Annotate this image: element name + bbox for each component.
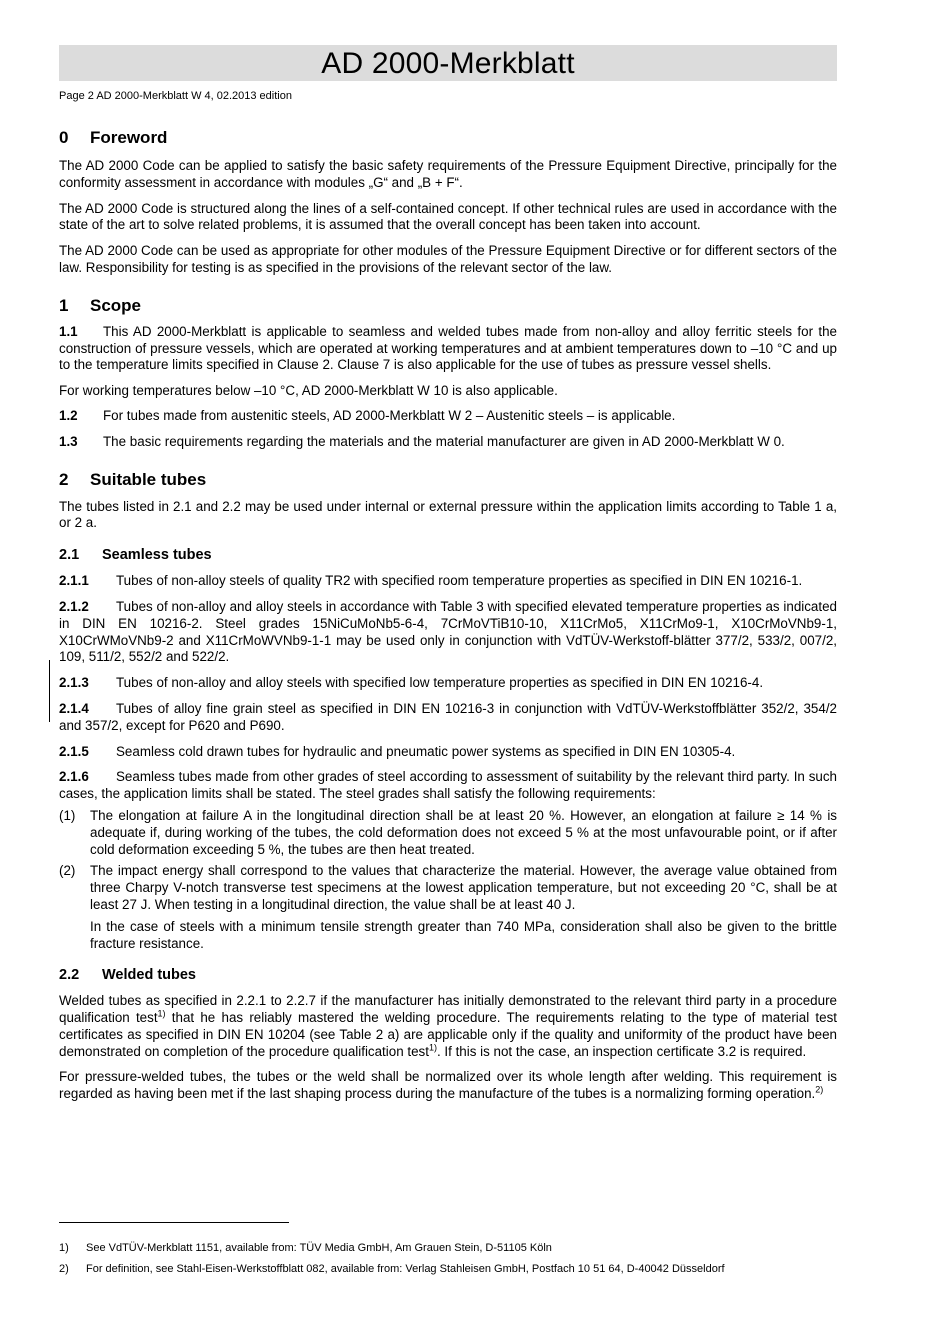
clause-text: Tubes of non-alloy and alloy steels with specified low temperature properties as specified in DIN EN 10216-4.: [116, 675, 764, 691]
requirement-text: The impact energy shall correspond to the values that characterize the material. However, the average value obtained from three Charpy V-notch transverse test specimens at the lowest application temperature, but not exceeding 20 °C, shall be at least 27 J. When testing in a longitudinal direction, the value shall be at least 40 J.: [90, 863, 837, 912]
section-0-heading: [59, 128, 837, 148]
footnote-ref: 1): [428, 1042, 437, 1053]
clause-text: This AD 2000-Merkblatt is applicable to seamless and welded tubes made from non-alloy and alloy ferritic steels for the construction of pressure vessels, which are operated at working temperatures and at ambient temperatures down to –10 °C and up to the temperature limits specified in Clause 2. Clause 7 is also applicable for the use of tubes as pressure vessel shells.: [59, 323, 837, 373]
clause-number: 1.1: [59, 323, 78, 339]
section-title: Foreword: [90, 128, 168, 147]
section-2-intro: The tubes listed in 2.1 and 2.2 may be used under internal or external pressure within the application limits according to Table 1 a, or 2 a.: [59, 498, 837, 531]
clause-2-1-3: [59, 675, 837, 692]
clause-text: For tubes made from austenitic steels, AD 2000-Merkblatt W 2 – Austenitic steels – is applicable.: [103, 407, 676, 423]
text-run: For pressure-welded tubes, the tubes or the weld shall be normalized over its whole length after welding. This requirement is regarded as having been met if the last shaping process during the manufacture of the tubes is a normalizing forming operation.: [59, 1069, 837, 1102]
section-number: 0: [59, 128, 69, 147]
revision-change-bar: [49, 660, 50, 722]
subsection-title: Welded tubes: [102, 967, 196, 984]
clause-number: 1.2: [59, 407, 78, 423]
page-banner-title: AD 2000-Merkblatt: [59, 45, 837, 81]
clause-1-1-continuation: For working temperatures below –10 °C, AD 2000-Merkblatt W 10 is also applicable.: [59, 383, 558, 399]
clause-text: Seamless cold drawn tubes for hydraulic and pneumatic power systems as specified in DIN EN 10305-4.: [116, 743, 736, 759]
clause-text: Tubes of non-alloy and alloy steels in accordance with Table 3 with specified elevated temperature properties as indicated in DIN EN 10216-2. Steel grades 15NiCuMoNb5-6-4, 7CrMoVTiB10-10, X11CrMo5, X11CrMo9-1, X10CrMoVNb9-1, X10CrWMoVNb9-2 and X11CrMoWVNb9-1-1 may be used only in conjunction with VdTÜV-Werkstoff-blätter 377/2, 533/2, 007/2, 109, 511/2, 552/2 and 522/2.: [59, 598, 837, 665]
section-2-heading: [59, 470, 837, 490]
section-number: 1: [59, 295, 69, 315]
clause-number: 2.1.2: [59, 598, 89, 614]
footnote-ref: 2): [815, 1084, 824, 1095]
requirement-2: [59, 863, 837, 913]
document-page: [59, 45, 837, 1103]
requirement-2-note: In the case of steels with a minimum tensile strength greater than 740 MPa, consideration shall also be given to the brittle fracture resistance.: [90, 918, 837, 951]
requirement-label: (1): [59, 807, 76, 823]
requirement-label: (2): [59, 863, 76, 879]
footnote-label: 1): [59, 1242, 69, 1254]
welded-tubes-paragraph-1: [59, 993, 837, 1060]
subsection-number: 2.1: [59, 547, 80, 564]
clause-2-1-6: [59, 769, 837, 803]
clause-number: 2.1.5: [59, 743, 89, 759]
text-run: . If this is not the case, an inspection certificate 3.2 is required.: [436, 1043, 807, 1059]
foreword-paragraph-1: The AD 2000 Code can be applied to satisfy the basic safety requirements of the Pressure Equipment Directive, principally for the conformity assessment in accordance with modules „G“ and „B + F“.: [59, 158, 837, 190]
footnote-label: 2): [59, 1263, 69, 1275]
clause-text: The basic requirements regarding the materials and the material manufacturer are given in AD 2000-Merkblatt W 0.: [103, 433, 785, 449]
clause-text: Tubes of alloy fine grain steel as specified in DIN EN 10216-3 in conjunction with VdTÜV-Werkstoffblätter 352/2, 354/2 and 357/2, except for P620 and P690.: [59, 700, 837, 733]
footnote-divider: [59, 1222, 289, 1223]
clause-number: 2.1.3: [59, 675, 89, 691]
footnote-ref: 1): [157, 1008, 166, 1019]
clause-2-1-5: [59, 744, 837, 761]
section-title: Scope: [90, 295, 142, 315]
subsection-2-1-heading: [59, 546, 837, 564]
clause-number: 2.1.1: [59, 573, 89, 589]
requirement-text: The elongation at failure A in the longitudinal direction shall be at least 20 %. However, an elongation at failure ≥ 14 % is adequate if, during working of the tubes, the cold deformation does not exceed 5 % at the most unfavourable point, or if after cold deformation exceeding 5 %, the tubes are then heat treated.: [90, 807, 837, 857]
section-title: Suitable tubes: [90, 469, 207, 489]
clause-2-1-2: [59, 599, 837, 666]
clause-1-2: [59, 408, 837, 425]
text-run: Welded tubes as specified in 2.2.1 to 2.2.7 if the manufacturer has initially demonstrated to the relevant third party in a procedure qualification test: [59, 993, 837, 1026]
clause-2-1-4: [59, 701, 837, 735]
clause-number: 1.3: [59, 433, 78, 449]
clause-2-1-1: [59, 573, 837, 590]
foreword-paragraph-3: The AD 2000 Code can be used as appropriate for other modules of the Pressure Equipment Directive or for different sectors of the law. Responsibility for testing is as specified in the provisions of the relevant sector of the law.: [59, 243, 837, 275]
requirement-1: [59, 808, 837, 858]
clause-1-1: [59, 324, 837, 374]
footnote-text: See VdTÜV-Merkblatt 1151, available from: TÜV Media GmbH, Am Grauen Stein, D-51105 Köln: [86, 1242, 552, 1254]
footnote-1: [59, 1241, 849, 1255]
welded-tubes-paragraph-2: [59, 1069, 837, 1103]
footnote-2: [59, 1262, 849, 1276]
footnote-text: For definition, see Stahl-Eisen-Werkstoffblatt 082, available from: Verlag Stahleisen GmbH, Postfach 10 51 64, D-40042 Düsseldorf: [86, 1263, 725, 1275]
clause-number: 2.1.6: [59, 769, 89, 785]
clause-number: 2.1.4: [59, 700, 89, 716]
section-number: 2: [59, 469, 69, 489]
text-run: that he has reliably mastered the welding procedure. The requirements relating to the type of material test certificates as specified in DIN EN 10204 (see Table 2 a) are applicable only if the quality and uniformity of the product have been demonstrated on completion of the procedure qualification test: [59, 1010, 837, 1059]
foreword-paragraph-2: The AD 2000 Code is structured along the lines of a self-contained concept. If other technical rules are used in accordance with the state of the art to solve related problems, it is assumed that the overall concept has been taken into account.: [59, 200, 837, 233]
clause-text: Tubes of non-alloy steels of quality TR2 with specified room temperature properties as specified in DIN EN 10216-1.: [116, 573, 803, 589]
page-info: Page 2 AD 2000-Merkblatt W 4, 02.2013 edition: [59, 90, 292, 102]
clause-text: Seamless tubes made from other grades of steel according to assessment of suitability by the relevant third party. In such cases, the application limits shall be stated. The steel grades shall satisfy the following requirements:: [59, 769, 837, 802]
clause-1-3: [59, 434, 837, 451]
subsection-title: Seamless tubes: [102, 547, 212, 564]
section-1-heading: [59, 296, 837, 316]
subsection-number: 2.2: [59, 967, 80, 984]
subsection-2-2-heading: [59, 966, 837, 984]
